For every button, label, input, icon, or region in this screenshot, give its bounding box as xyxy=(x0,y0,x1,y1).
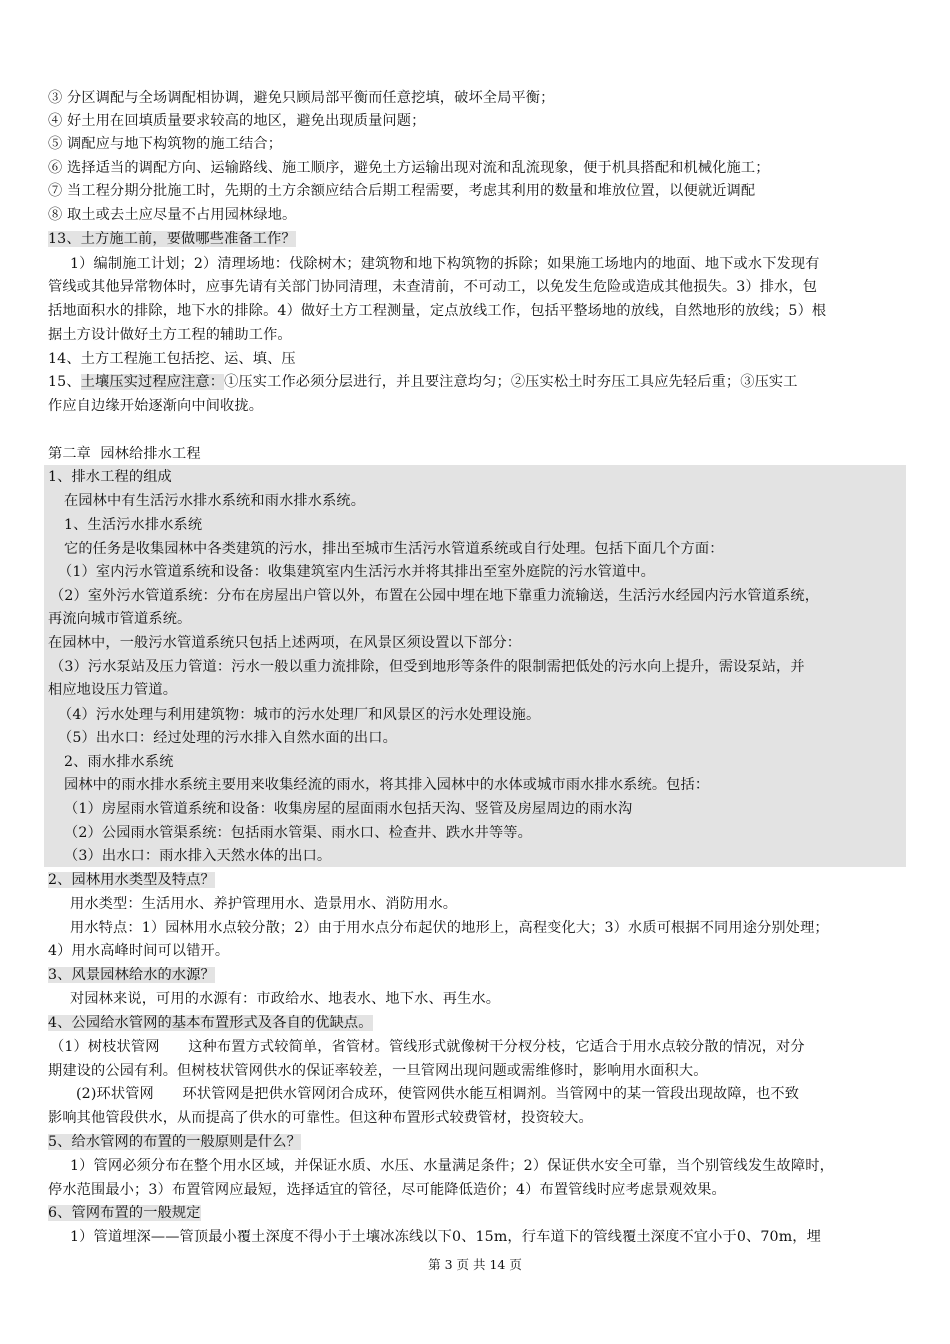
text-line: ⑥ 选择适当的调配方向、运输路线、施工顺序，避免土方运输出现对流和乱流现象，便于机具搭配和机械化施工； xyxy=(48,160,770,176)
text-line: 再流向城市管道系统。 xyxy=(48,611,192,627)
text-line: (2)环状管网 环状管网是把供水管网闭合成环，使管网供水能互相调剂。当管网中的某一管段出现故障，也不致 xyxy=(76,1086,800,1102)
text-line: 作应自边缘开始逐渐向中间收拢。 xyxy=(48,398,264,414)
heading-highlight: 6、管网布置的一般规定 xyxy=(48,1205,201,1221)
text-line: （3）出水口：雨水排入天然水体的出口。 xyxy=(64,848,332,864)
text-line: 用水特点：1）园林用水点较分散；2）由于用水点分布起伏的地形上，高程变化大；3）水质可根据不同用途分别处理； xyxy=(70,920,829,936)
heading-text: ①压实工作必须分层进行，并且要注意均匀；②压实松土时夯压工具应先轻后重；③压实工 xyxy=(224,374,798,390)
text-line: 期建设的公园有利。但树枝状管网供水的保证率较差，一旦管网出现问题或需维修时，影响用水面积大。 xyxy=(48,1063,708,1079)
text-line: 据土方设计做好土方工程的辅助工作。 xyxy=(48,327,292,343)
text-line: （2）公园雨水管渠系统：包括雨水管渠、雨水口、检查井、跌水井等等。 xyxy=(64,825,532,841)
text-line: 1）管网必须分布在整个用水区域，并保证水质、水压、水量满足条件；2）保证供水安全可靠，当个别管线发生故障时， xyxy=(70,1158,834,1174)
question-heading xyxy=(0,371,950,393)
heading-highlight: 2、园林用水类型及特点？ xyxy=(48,872,215,888)
question-heading xyxy=(0,1131,950,1153)
text-line: ⑤ 调配应与地下构筑物的施工结合； xyxy=(48,136,283,152)
text-line: 它的任务是收集园林中各类建筑的污水，排出至城市生活污水管道系统或自行处理。包括下面几个方面： xyxy=(64,541,724,557)
page-footer: 第 3 页 共 14 页 xyxy=(428,1257,522,1272)
text-line: （1）房屋雨水管道系统和设备：收集房屋的屋面雨水包括天沟、竖管及房屋周边的雨水沟 xyxy=(64,801,633,817)
heading-highlight: 13、土方施工前，要做哪些准备工作？ xyxy=(48,231,296,247)
text-line: 1）管道埋深——管顶最小覆土深度不得小于土壤冰冻线以下0、15m，行车道下的管线覆土深度不宜小于0、70m，埋 xyxy=(70,1229,821,1245)
question-heading xyxy=(0,869,950,891)
text-line: （1）树枝状管网 这种布置方式较简单，省管材。管线形式就像树干分杈分枝，它适合于用水点较分散的情况，对分 xyxy=(50,1039,805,1055)
text-line: ⑧ 取土或去土应尽量不占用园林绿地。 xyxy=(48,207,297,223)
heading-highlight: 土壤压实过程应注意： xyxy=(80,374,225,390)
text-line: 4）用水高峰时间可以错开。 xyxy=(48,943,230,959)
text-line: ④ 好土用在回填质量要求较高的地区，避免出现质量问题； xyxy=(48,113,426,129)
text-line: 在园林中有生活污水排水系统和雨水排水系统。 xyxy=(64,493,366,509)
text-line: （3）污水泵站及压力管道：污水一般以重力流排除，但受到地形等条件的限制需把低处的污水向上提升，需设泵站，并 xyxy=(50,659,805,675)
question-heading xyxy=(0,964,950,986)
heading-highlight: 3、风景园林给水的水源？ xyxy=(48,967,215,983)
question-heading: 1、排水工程的组成 xyxy=(48,469,172,485)
text-line: 括地面积水的排除，地下水的排除。4）做好土方工程测量，定点放线工作，包括平整场地的放线，自然地形的放线；5）根 xyxy=(48,303,827,319)
text-line: 相应地设压力管道。 xyxy=(48,682,178,698)
text-line: ⑦ 当工程分期分批施工时，先期的土方余额应结合后期工程需要，考虑其利用的数量和堆放位置，以便就近调配 xyxy=(48,183,756,199)
text-line: 1、生活污水排水系统 xyxy=(64,517,203,533)
heading-number: 15、 xyxy=(48,374,81,390)
text-line: 用水类型：生活用水、养护管理用水、造景用水、消防用水。 xyxy=(70,896,458,912)
text-line: （4）污水处理与利用建筑物：城市的污水处理厂和风景区的污水处理设施。 xyxy=(58,707,541,723)
text-line: 1）编制施工计划；2）清理场地：伐除树木；建筑物和地下构筑物的拆除；如果施工场地内的地面、地下或水下发现有 xyxy=(70,256,820,272)
text-line: 在园林中，一般污水管道系统只包括上述两项，在风景区须设置以下部分： xyxy=(48,635,522,651)
text-line: 对园林来说，可用的水源有：市政给水、地表水、地下水、再生水。 xyxy=(70,991,501,1007)
question-heading xyxy=(0,1012,950,1034)
heading-highlight: 4、公园给水管网的基本布置形式及各自的优缺点。 xyxy=(48,1015,373,1031)
text-line: 停水范围最小；3）布置管网应最短，选择适宜的管径，尽可能降低造价；4）布置管线时应考虑景观效果。 xyxy=(48,1182,726,1198)
question-heading: 14、土方工程施工包括挖、运、填、压 xyxy=(48,351,296,367)
text-line: 园林中的雨水排水系统主要用来收集经流的雨水，将其排入园林中的水体或城市雨水排水系统。包括： xyxy=(64,777,710,793)
text-line: 影响其他管段供水，从而提高了供水的可靠性。但这种布置形式较费管材，投资较大。 xyxy=(48,1110,593,1126)
question-heading xyxy=(0,1202,950,1224)
text-line: ③ 分区调配与全场调配相协调，避免只顾局部平衡而任意挖填，破坏全局平衡； xyxy=(48,90,555,106)
heading-highlight: 5、给水管网的布置的一般原则是什么？ xyxy=(48,1134,301,1150)
question-heading xyxy=(0,228,950,250)
text-line: 管线或其他异常物体时，应事先请有关部门协同清理，未查清前，不可动工，以免发生危险或造成其他损失。3）排水，包 xyxy=(48,279,818,295)
text-line: （1）室内污水管道系统和设备：收集建筑室内生活污水并将其排出至室外庭院的污水管道中。 xyxy=(58,564,656,580)
chapter-title: 第二章 园林给排水工程 xyxy=(48,446,201,462)
text-line: （5）出水口：经过处理的污水排入自然水面的出口。 xyxy=(58,730,397,746)
text-line: （2）室外污水管道系统：分布在房屋出户管以外，布置在公园中埋在地下靠重力流输送，生活污水经园内污水管道系统， xyxy=(50,588,820,604)
text-line: 2、雨水排水系统 xyxy=(64,754,174,770)
